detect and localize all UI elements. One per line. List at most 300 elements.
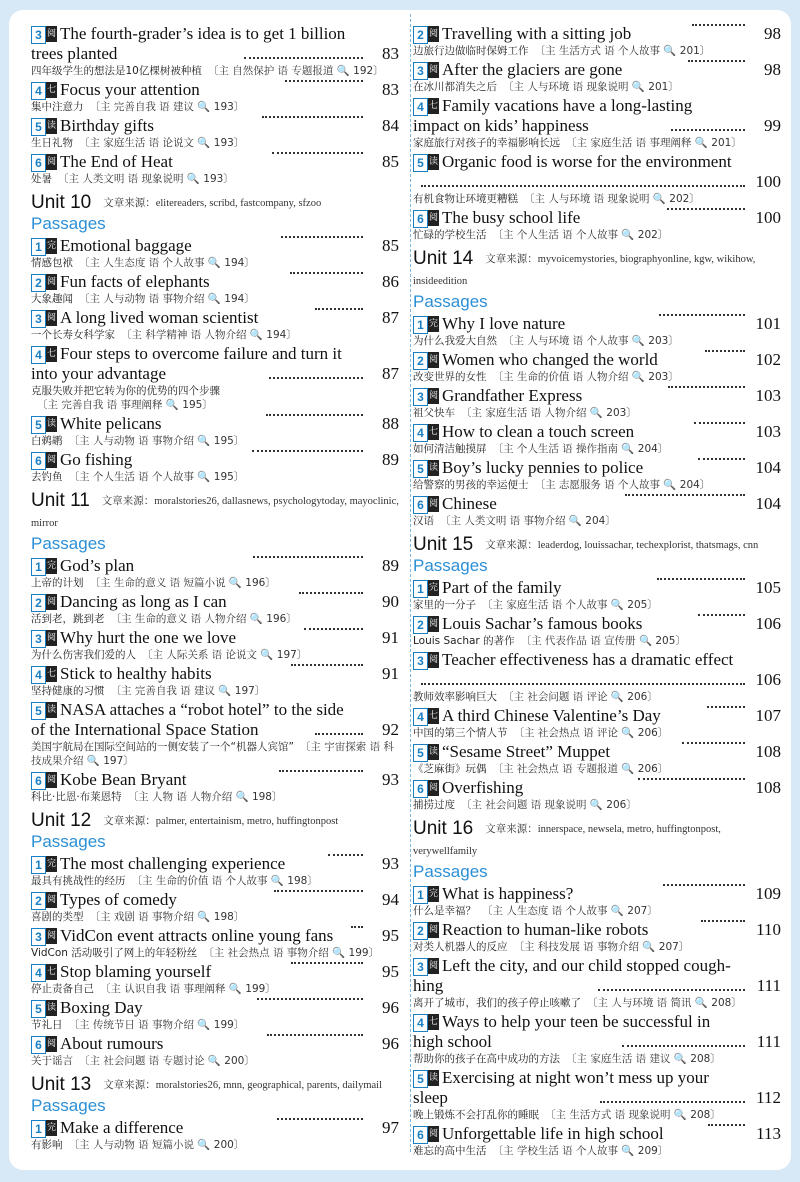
- topic-genre-ref: 〔主 认识自我 语 事理阐释 🔍 199〕: [100, 983, 276, 995]
- entry-title[interactable]: Family vacations have a long-lasting: [442, 96, 693, 115]
- page-number: 96: [382, 1034, 400, 1053]
- toc-entry[interactable]: [31, 272, 399, 306]
- entry-title[interactable]: Part of the family: [442, 578, 562, 597]
- entry-title[interactable]: A long lived woman scientist: [60, 308, 259, 327]
- entry-description: [413, 726, 781, 740]
- entry-number: 3: [31, 928, 46, 946]
- leader-dots: [266, 414, 363, 416]
- entry-title[interactable]: Four steps to overcome failure and turn it: [60, 344, 342, 363]
- entry-number: 5: [413, 744, 428, 762]
- page-number: 91: [382, 628, 399, 647]
- entry-description: [31, 292, 399, 306]
- chinese-title: 最具有挑战性的经历: [31, 875, 126, 887]
- toc-entry[interactable]: [31, 962, 399, 996]
- topic-genre-ref: 〔主 人与环境 语 现象说明 🔍 201〕: [503, 81, 679, 93]
- page-number: 103: [755, 422, 781, 441]
- leader-dots: [668, 386, 745, 388]
- entry-title-row: [31, 24, 399, 44]
- section-type-tag: 阅: [428, 958, 439, 974]
- entry-title[interactable]: Exercising at night won’t mess up your: [442, 1068, 709, 1087]
- leader-dots: [707, 706, 745, 708]
- section-type-tag: 七: [428, 98, 439, 114]
- entry-description: [31, 612, 399, 626]
- page-number: 87: [382, 364, 400, 383]
- leader-dots: [277, 1118, 363, 1120]
- topic-genre-ref: 〔主 个人生活 语 操作指南 🔍 204〕: [492, 443, 669, 455]
- page-number: 111: [756, 1032, 782, 1051]
- entry-title[interactable]: Left the city, and our child stopped cough-: [442, 956, 731, 975]
- leader-dots: [701, 920, 745, 922]
- entry-title[interactable]: “Sesame Street” Muppet: [442, 742, 611, 761]
- leader-dots: [638, 778, 745, 780]
- chinese-title: 去钓鱼: [31, 471, 63, 483]
- entry-number: 1: [31, 1120, 46, 1138]
- passages-heading: Passages: [31, 1096, 106, 1115]
- entry-description: [413, 904, 781, 918]
- entry-title-row: [413, 650, 781, 670]
- toc-entry[interactable]: [413, 24, 781, 58]
- entry-description: [31, 982, 399, 996]
- topic-genre-ref: 〔主 科学精神 语 人物介绍 🔍 194〕: [121, 329, 297, 341]
- topic-genre-ref: 〔主 完善自我 语 事理阐释 🔍 195〕: [37, 399, 213, 411]
- toc-entry[interactable]: [31, 1034, 399, 1068]
- chinese-title: 坚持健康的习惯: [31, 685, 105, 697]
- section-type-tag: 阅: [46, 630, 57, 646]
- toc-entry[interactable]: [31, 592, 399, 626]
- entry-number: 1: [31, 856, 46, 874]
- section-type-tag: 读: [428, 1070, 439, 1086]
- topic-genre-ref: 〔主 社会问题 语 专题讨论 🔍 200〕: [79, 1055, 255, 1067]
- page-number: 91: [382, 664, 400, 683]
- article-source: 文章来源：palmer, entertainism, metro, huffingtonpost: [103, 816, 339, 827]
- entry-number: 2: [413, 26, 428, 44]
- entry-title[interactable]: Travelling with a sitting job: [442, 24, 632, 43]
- page-number: 105: [755, 578, 782, 597]
- section-type-tag: 阅: [46, 892, 57, 908]
- topic-genre-ref: 〔主 人与环境 语 个人故事 🔍 203〕: [503, 335, 679, 347]
- topic-genre-ref: 〔主 生命的意义 语 人物介绍 🔍 196〕: [110, 613, 297, 625]
- entry-title-row: [31, 1034, 399, 1054]
- leader-dots: [708, 1124, 745, 1126]
- leader-dots: [274, 890, 363, 892]
- entry-title[interactable]: How to clean a touch screen: [442, 422, 635, 441]
- page-number: 98: [764, 24, 781, 43]
- unit-title: Unit 13: [31, 1074, 92, 1095]
- toc-entry[interactable]: [413, 778, 781, 812]
- topic-genre-ref: 〔主 科技发展 语 事物介绍 🔍 207〕: [513, 941, 690, 953]
- toc-entry[interactable]: [31, 152, 399, 186]
- entry-title-row: [413, 1124, 781, 1144]
- toc-entry[interactable]: [31, 556, 399, 590]
- entry-number: 6: [413, 1126, 428, 1144]
- leader-dots: [262, 116, 363, 118]
- toc-entry[interactable]: [413, 650, 781, 704]
- chinese-title: 祖父快车: [413, 407, 455, 419]
- section-type-tag: 阅: [46, 274, 57, 290]
- entry-number: 4: [31, 82, 46, 100]
- toc-entry[interactable]: [413, 152, 781, 206]
- page-number: 99: [764, 116, 782, 135]
- leader-dots: [257, 998, 363, 1000]
- entry-title-row: [31, 236, 399, 256]
- chinese-title: 《芝麻街》玩偶: [413, 763, 487, 775]
- toc-entry[interactable]: [31, 998, 399, 1032]
- entry-title-row-2: [413, 670, 781, 690]
- section-type-tag: 完: [428, 580, 439, 596]
- unit-heading: [413, 248, 781, 292]
- entry-title[interactable]: White pelicans: [60, 414, 162, 433]
- chinese-title: 家里的一分子: [413, 599, 476, 611]
- toc-entry[interactable]: [31, 770, 399, 804]
- section-type-tag: 读: [46, 416, 57, 432]
- toc-entry[interactable]: [413, 1012, 781, 1066]
- entry-title-row: [31, 592, 399, 612]
- entry-title-row: [31, 770, 399, 790]
- entry-title[interactable]: Go fishing: [60, 450, 133, 469]
- toc-entry[interactable]: [31, 344, 399, 412]
- topic-genre-ref: 〔主 完善自我 语 建议 🔍 197〕: [110, 685, 266, 697]
- entry-title-row: [31, 890, 399, 910]
- page-number: 94: [382, 890, 399, 909]
- toc-entry[interactable]: [413, 386, 781, 420]
- entry-title-row-2: [413, 1032, 781, 1052]
- section-type-tag: 完: [46, 238, 57, 254]
- page-number: 83: [382, 44, 400, 63]
- entry-title-cont[interactable]: hing: [413, 976, 444, 995]
- topic-genre-ref: 〔主 自然保护 语 专题报道 🔍 192〕: [207, 65, 384, 77]
- chinese-title: 对类人机器人的反应: [413, 941, 508, 953]
- section-type-tag: 阅: [428, 496, 439, 512]
- entry-title[interactable]: Why hurt the one we love: [60, 628, 237, 647]
- entry-number: 4: [413, 98, 428, 116]
- page-number: 100: [755, 208, 781, 227]
- toc-entry[interactable]: [413, 208, 781, 242]
- entry-number: 4: [413, 1014, 428, 1032]
- chinese-title: 四年级学生的想法是10亿棵树被种植: [31, 65, 202, 77]
- entry-title[interactable]: VidCon event attracts online young fans: [60, 926, 334, 945]
- entry-title[interactable]: Make a difference: [60, 1118, 184, 1137]
- toc-entry[interactable]: [413, 494, 781, 528]
- entry-description: [31, 172, 399, 186]
- toc-entry[interactable]: [413, 350, 781, 384]
- toc-entry[interactable]: [31, 1118, 399, 1152]
- entry-description: [413, 228, 781, 242]
- entry-title[interactable]: Types of comedy: [60, 890, 177, 909]
- entry-title-row: [31, 414, 399, 434]
- unit-title: Unit 11: [31, 490, 90, 511]
- toc-entry[interactable]: [31, 854, 399, 888]
- entry-title[interactable]: Birthday gifts: [60, 116, 154, 135]
- toc-entry[interactable]: [31, 926, 399, 960]
- toc-entry[interactable]: [413, 706, 781, 740]
- chinese-title: 大象趣闻: [31, 293, 73, 305]
- entry-title[interactable]: The End of Heat: [60, 152, 173, 171]
- article-source: 文章来源：moralstories26, dallasnews, psychologytoday, mayoclinic, mirror: [31, 496, 399, 529]
- entry-number: 5: [413, 154, 428, 172]
- entry-number: 2: [31, 594, 46, 612]
- entry-description: [31, 874, 399, 888]
- page-number: 109: [755, 884, 781, 903]
- entry-title[interactable]: Grandfather Express: [442, 386, 583, 405]
- toc-entry[interactable]: [31, 308, 399, 342]
- entry-title[interactable]: Boy’s lucky pennies to police: [442, 458, 644, 477]
- toc-entry[interactable]: [413, 920, 781, 954]
- entry-title[interactable]: Overfishing: [442, 778, 524, 797]
- entry-title-row: [413, 208, 781, 228]
- leader-dots: [698, 614, 745, 616]
- leader-dots: [421, 185, 745, 187]
- page-number: 108: [755, 778, 781, 797]
- leader-dots: [622, 1045, 745, 1047]
- chinese-title: 为什么我爱大自然: [413, 335, 497, 347]
- leader-dots: [290, 272, 363, 274]
- entry-description: [413, 334, 781, 348]
- entry-title[interactable]: The fourth-grader’s idea is to get 1 billion: [60, 24, 346, 43]
- entry-title-cont[interactable]: of the International Space Station: [31, 720, 259, 739]
- leader-dots: [351, 926, 363, 928]
- article-source: 文章来源：myvoicemystories, biographyonline, kgw, wikihow, insideedition: [413, 254, 756, 287]
- toc-entry[interactable]: [413, 614, 781, 648]
- entry-number: 1: [413, 316, 428, 334]
- entry-number: 6: [413, 496, 428, 514]
- topic-genre-ref: 〔主 人类文明 语 现象说明 🔍 193〕: [58, 173, 234, 185]
- entry-description: [31, 328, 399, 342]
- entry-number: 5: [31, 1000, 46, 1018]
- entry-title-cont[interactable]: high school: [413, 1032, 492, 1051]
- toc-entry[interactable]: [413, 1124, 781, 1158]
- chinese-title: 白鹈鹕: [31, 435, 63, 447]
- chinese-title: 为什么伤害我们爱的人: [31, 649, 136, 661]
- entry-title[interactable]: Why I love nature: [442, 314, 566, 333]
- entry-number: 4: [413, 424, 428, 442]
- topic-genre-ref: 〔主 传统节日 语 事物介绍 🔍 199〕: [68, 1019, 245, 1031]
- entry-title[interactable]: Chinese: [442, 494, 497, 513]
- toc-entry[interactable]: [31, 664, 399, 698]
- entry-description: [31, 136, 399, 150]
- toc-entry[interactable]: [31, 236, 399, 270]
- page-number: 113: [756, 1124, 781, 1143]
- entry-title-row-2: [31, 364, 399, 384]
- page-number: 95: [382, 926, 399, 945]
- page-number: 102: [755, 350, 782, 369]
- entry-title[interactable]: A third Chinese Valentine’s Day: [442, 706, 661, 725]
- chinese-title: 改变世界的女性: [413, 371, 487, 383]
- section-type-tag: 阅: [428, 780, 439, 796]
- topic-genre-ref: 〔主 人与动物 语 事物介绍 🔍 195〕: [68, 435, 245, 447]
- entry-number: 2: [413, 616, 428, 634]
- leader-dots: [281, 236, 363, 238]
- section-type-tag: 阅: [46, 928, 57, 944]
- leader-dots: [291, 664, 363, 666]
- entry-title[interactable]: Emotional baggage: [60, 236, 192, 255]
- entry-title[interactable]: God’s plan: [60, 556, 135, 575]
- entry-title-cont[interactable]: trees planted: [31, 44, 118, 63]
- entry-title[interactable]: Unforgettable life in high school: [442, 1124, 664, 1143]
- topic-genre-ref: 〔主 人际关系 语 论说文 🔍 197〕: [142, 649, 308, 661]
- section-type-tag: 读: [46, 1000, 57, 1016]
- entry-title-cont[interactable]: impact on kids’ happiness: [413, 116, 589, 135]
- toc-entry[interactable]: [31, 890, 399, 924]
- chinese-title: 有机食物让环境更糟糕: [413, 193, 518, 205]
- entry-title[interactable]: Women who changed the world: [442, 350, 658, 369]
- entry-number: 4: [31, 666, 46, 684]
- section-type-tag: 阅: [46, 1036, 57, 1052]
- entry-title[interactable]: Boxing Day: [60, 998, 143, 1017]
- section-type-tag: 七: [46, 346, 57, 362]
- toc-entry[interactable]: [413, 1068, 781, 1122]
- entry-title[interactable]: Organic food is worse for the environment: [442, 152, 732, 171]
- section-type-tag: 阅: [428, 652, 439, 668]
- topic-genre-ref: 〔主 社会问题 语 现象说明 🔍 206〕: [461, 799, 637, 811]
- toc-entry[interactable]: [413, 742, 781, 776]
- entry-title-row: [413, 96, 781, 116]
- entry-title-row-2: [413, 116, 781, 136]
- topic-genre-ref: 〔主 家庭生活 语 事理阐释 🔍 201〕: [566, 137, 742, 149]
- entry-title[interactable]: After the glaciers are gone: [442, 60, 623, 79]
- entry-title[interactable]: Fun facts of elephants: [60, 272, 210, 291]
- entry-number: 6: [31, 154, 46, 172]
- entry-number: 1: [31, 558, 46, 576]
- leader-dots: [267, 1034, 363, 1036]
- entry-title[interactable]: What is happiness?: [442, 884, 574, 903]
- page-number: 101: [755, 314, 782, 333]
- section-type-tag: 七: [46, 964, 57, 980]
- entry-title-row: [413, 1068, 781, 1088]
- toc-entry[interactable]: [31, 414, 399, 448]
- entry-number: 6: [31, 452, 46, 470]
- entry-title-row-2: [413, 1088, 781, 1108]
- passages-heading: Passages: [413, 292, 488, 311]
- entry-number: 6: [413, 780, 428, 798]
- entry-title[interactable]: The busy school life: [442, 208, 581, 227]
- entry-title-cont[interactable]: sleep: [413, 1088, 448, 1107]
- entry-title[interactable]: Stick to healthy habits: [60, 664, 212, 683]
- topic-genre-ref: 〔主 个人生活 语 个人故事 🔍 202〕: [492, 229, 669, 241]
- entry-title-row: [413, 1012, 781, 1032]
- leader-dots: [304, 628, 363, 630]
- toc-entry[interactable]: [413, 458, 781, 492]
- topic-genre-ref: 〔主 人与环境 语 现象说明 🔍 202〕: [524, 193, 700, 205]
- toc-entry[interactable]: [31, 700, 399, 768]
- topic-genre-ref: 〔主 宇宙探索 语 科技成果介绍 🔍 197〕: [31, 741, 394, 767]
- leader-dots: [299, 592, 363, 594]
- chinese-title: 美国宇航局在国际空间站的一侧安装了一个“机器人宾馆”: [31, 741, 294, 753]
- section-type-tag: 七: [428, 424, 439, 440]
- entry-description: [413, 442, 781, 456]
- leader-dots: [657, 578, 745, 580]
- entry-title[interactable]: The most challenging experience: [60, 854, 286, 873]
- leader-dots: [663, 884, 745, 886]
- entry-description: [31, 64, 399, 78]
- entry-title[interactable]: Reaction to human-like robots: [442, 920, 649, 939]
- topic-genre-ref: 〔主 人生态度 语 个人故事 🔍 194〕: [79, 257, 255, 269]
- entry-description: [31, 946, 399, 960]
- section-type-tag: 读: [428, 154, 439, 170]
- chinese-title: 难忘的高中生活: [413, 1145, 487, 1157]
- entry-title[interactable]: Dancing as long as I can: [60, 592, 227, 611]
- toc-entry[interactable]: [31, 450, 399, 484]
- entry-title[interactable]: Louis Sachar’s famous books: [442, 614, 643, 633]
- entry-title[interactable]: About rumours: [60, 1034, 164, 1053]
- entry-title[interactable]: Stop blaming yourself: [60, 962, 212, 981]
- toc-entry[interactable]: [31, 628, 399, 662]
- chinese-title: 给警察的男孩的幸运便士: [413, 479, 529, 491]
- entry-title-row: [413, 706, 781, 726]
- chinese-title: 捕捞过度: [413, 799, 455, 811]
- toc-entry[interactable]: [413, 956, 781, 1010]
- toc-entry[interactable]: [31, 24, 399, 78]
- entry-description: [31, 384, 399, 412]
- column-divider: [410, 14, 411, 1152]
- topic-genre-ref: 〔主 志愿服务 语 个人故事 🔍 204〕: [534, 479, 711, 491]
- topic-genre-ref: 〔主 人与环境 语 简讯 🔍 208〕: [587, 997, 742, 1009]
- entry-number: 6: [31, 772, 46, 790]
- leader-dots: [315, 308, 363, 310]
- chinese-title: 关于谣言: [31, 1055, 73, 1067]
- entry-title-row: [413, 386, 781, 406]
- toc-entry[interactable]: [413, 422, 781, 456]
- chinese-title: 边旅行边做临时保姆工作: [413, 45, 529, 57]
- page-number: 108: [755, 742, 781, 761]
- page-number: 93: [382, 770, 399, 789]
- entry-number: 6: [413, 210, 428, 228]
- page-number: 92: [382, 720, 400, 739]
- entry-title[interactable]: Teacher effectiveness has a dramatic effect: [442, 650, 734, 669]
- article-source: 文章来源：leaderdog, louissachar, techexplorist, thatsmags, cnn: [485, 540, 759, 551]
- entry-title-row: [31, 272, 399, 292]
- toc-entry[interactable]: [413, 884, 781, 918]
- page-number: 86: [382, 272, 399, 291]
- section-type-tag: 七: [46, 82, 57, 98]
- chinese-title: 集中注意力: [31, 101, 84, 113]
- entry-title[interactable]: NASA attaches a “robot hotel” to the side: [60, 700, 344, 719]
- entry-description: [413, 44, 781, 58]
- toc-entry[interactable]: [413, 578, 781, 612]
- topic-genre-ref: 〔主 家庭生活 语 人物介绍 🔍 203〕: [461, 407, 637, 419]
- entry-number: 3: [31, 310, 46, 328]
- toc-entry[interactable]: [413, 314, 781, 348]
- leader-dots: [600, 1101, 745, 1103]
- entry-description: [31, 684, 399, 698]
- entry-title[interactable]: Kobe Bean Bryant: [60, 770, 187, 789]
- entry-title-row: [31, 344, 399, 364]
- section-type-tag: 读: [428, 460, 439, 476]
- topic-genre-ref: 〔主 生命的价值 语 人物介绍 🔍 203〕: [492, 371, 679, 383]
- passages-heading: Passages: [413, 556, 488, 575]
- entry-description: [413, 136, 781, 150]
- unit-heading: [31, 810, 399, 832]
- entry-title[interactable]: Focus your attention: [60, 80, 200, 99]
- entry-title-row: [413, 152, 781, 172]
- entry-title[interactable]: Ways to help your teen be successful in: [442, 1012, 711, 1031]
- entry-title-cont[interactable]: into your advantage: [31, 364, 167, 383]
- leader-dots: [682, 742, 745, 744]
- entry-title-row: [31, 854, 399, 874]
- entry-number: 1: [31, 238, 46, 256]
- toc-entry[interactable]: [413, 60, 781, 94]
- unit-heading: [413, 534, 781, 556]
- toc-entry[interactable]: [31, 80, 399, 114]
- page-number: 88: [382, 414, 399, 433]
- entry-title-row: [413, 24, 781, 44]
- topic-genre-ref: 〔主 社会热点 语 事物介绍 🔍 199〕: [203, 947, 380, 959]
- passages-heading: Passages: [31, 832, 106, 851]
- leader-dots: [692, 24, 745, 26]
- section-type-tag: 七: [428, 708, 439, 724]
- toc-entry[interactable]: [413, 96, 781, 150]
- toc-entry[interactable]: [31, 116, 399, 150]
- page-number: 93: [382, 854, 400, 873]
